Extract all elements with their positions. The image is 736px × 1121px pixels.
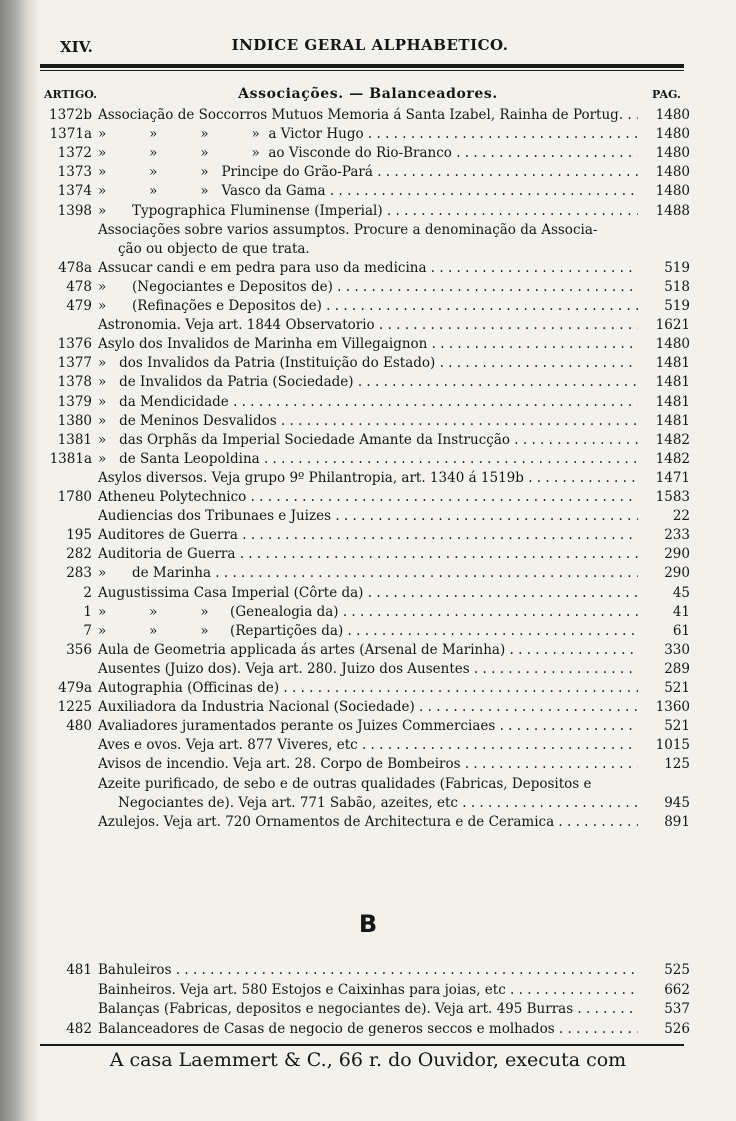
dot-leader <box>277 413 638 429</box>
entry-text-cell <box>98 297 638 316</box>
entry-text-cell <box>98 755 638 774</box>
dot-leader <box>339 604 638 620</box>
entry-text-cell <box>98 961 638 980</box>
article-number: 1373 <box>57 164 92 181</box>
dot-leader <box>573 1001 638 1017</box>
dot-leader <box>363 585 638 601</box>
index-entry <box>0 717 736 736</box>
entry-text: Auditores de Guerra <box>98 527 238 544</box>
page-ref: 1488 <box>655 202 690 219</box>
entry-text-cell <box>98 545 638 564</box>
page-ref: 1480 <box>655 336 690 353</box>
dot-leader <box>331 508 638 524</box>
entry-text: » » » (Repartições da) <box>98 622 344 639</box>
index-entry <box>0 603 736 622</box>
index-entry <box>0 221 736 240</box>
entry-text-cell <box>98 354 638 373</box>
index-entry <box>0 106 736 125</box>
dot-leader <box>505 642 638 658</box>
index-entry <box>0 297 736 316</box>
entry-text-cell <box>98 450 638 469</box>
article-number: 1377 <box>57 355 92 372</box>
entry-text: » dos Invalidos da Patria (Instituição do Estado) <box>98 355 436 372</box>
dot-leader <box>354 374 638 390</box>
index-entry <box>0 144 736 163</box>
index-entry <box>0 584 736 603</box>
article-number: 7 <box>83 622 92 639</box>
page-ref: 537 <box>664 1001 690 1017</box>
letter-heading: B <box>358 910 378 938</box>
entry-text-cell <box>98 221 638 240</box>
entry-text: Balanceadores de Casas de negocio de generos seccos e molhados <box>98 1020 555 1037</box>
page-ref: 662 <box>664 981 690 998</box>
dot-leader <box>415 699 638 715</box>
article-number: 1381a <box>49 450 92 467</box>
article-number: 2 <box>83 584 92 601</box>
page-ref: 1621 <box>655 317 690 334</box>
entry-text-cell <box>98 125 638 144</box>
entry-text-cell <box>98 431 638 450</box>
entry-text: Atheneu Polytechnico <box>98 489 247 505</box>
footer-advert: A casa Laemmert & C., 66 r. do Ouvidor, executa com <box>109 1049 627 1071</box>
entry-text-cell <box>98 660 638 679</box>
article-number: 1380 <box>57 412 92 429</box>
entry-text-cell <box>98 736 638 755</box>
page-ref: 1480 <box>655 164 690 181</box>
entry-text-cell <box>118 240 638 259</box>
entry-text: Auditoria de Guerra <box>98 546 236 563</box>
index-entry <box>0 182 736 201</box>
page-number: XIV. <box>60 38 93 56</box>
article-number: 1780 <box>57 489 92 505</box>
entry-text: » das Orphãs da Imperial Sociedade Amante da Instrucção <box>98 431 511 448</box>
entry-text-cell <box>98 981 638 1000</box>
header-rule-thick <box>40 64 684 68</box>
page-ref: 519 <box>664 259 690 276</box>
dot-leader <box>510 432 638 448</box>
entry-text-cell <box>98 622 638 641</box>
index-entry <box>0 679 736 698</box>
entry-text: Autographia (Officinas de) <box>98 680 280 696</box>
entry-text-cell <box>98 775 638 794</box>
dot-leader <box>435 355 638 371</box>
dot-leader <box>238 527 638 543</box>
index-entry <box>0 736 736 755</box>
index-entry <box>0 240 736 259</box>
entry-text-cell <box>98 1000 638 1019</box>
article-number: 1371a <box>49 126 92 143</box>
entry-text: » (Negociantes e Depositos de) <box>98 278 333 295</box>
entry-text: » de Meninos Desvalidos <box>98 412 277 429</box>
dot-leader <box>555 1021 638 1037</box>
index-entry <box>0 278 736 297</box>
index-entry <box>0 698 736 717</box>
page-ref: 61 <box>672 622 690 639</box>
entry-text-cell <box>98 1020 638 1039</box>
entry-text-cell <box>98 182 638 201</box>
entry-text: Negociantes de). Veja art. 771 Sabão, azeites, etc <box>118 794 458 811</box>
index-entry <box>0 794 736 813</box>
page-ref: 1481 <box>655 412 690 429</box>
page-ref: 521 <box>664 718 690 735</box>
dot-leader <box>427 336 638 352</box>
entry-text: Balanças (Fabricas, depositos e negociantes de). Veja art. 495 Burras <box>98 1001 574 1017</box>
page-ref: 1482 <box>655 431 690 448</box>
column-header-pag: PAG. <box>652 88 681 101</box>
dot-leader <box>623 107 638 123</box>
article-number: 1398 <box>57 202 92 219</box>
index-entry <box>0 373 736 392</box>
page-ref: 519 <box>664 298 690 314</box>
entry-text: Avaliadores juramentados perante os Juizes Commerciaes <box>98 718 496 735</box>
entry-text: Aula de Geometria applicada ás artes (Arsenal de Marinha) <box>98 641 506 658</box>
index-entry <box>0 981 736 1000</box>
dot-leader <box>260 451 638 467</box>
entry-text-cell <box>98 373 638 392</box>
entry-text: » (Refinações e Depositos de) <box>98 298 322 314</box>
page-ref: 1481 <box>655 393 690 410</box>
entry-text-cell <box>98 202 638 221</box>
dot-leader <box>246 489 638 505</box>
page-ref: 521 <box>664 680 690 696</box>
article-number: 283 <box>66 565 92 582</box>
page-ref: 1480 <box>655 107 690 123</box>
index-entry <box>0 813 736 832</box>
entry-text-cell <box>118 794 638 813</box>
index-entry <box>0 335 736 354</box>
page-ref: 891 <box>664 813 690 830</box>
entry-text: » » » (Genealogia da) <box>98 603 339 620</box>
dot-leader <box>322 298 638 314</box>
entry-text-cell <box>98 259 638 278</box>
entry-text: » de Marinha <box>98 565 212 582</box>
dot-leader <box>211 565 638 581</box>
entry-text-cell <box>98 526 638 545</box>
article-number: 1372b <box>49 107 92 123</box>
entry-text: Azulejos. Veja art. 720 Ornamentos de Architectura e de Ceramica <box>98 813 555 830</box>
page-ref: 1481 <box>655 355 690 372</box>
index-entry <box>0 1000 736 1019</box>
article-number: 1 <box>83 603 92 620</box>
article-number: 482 <box>66 1020 92 1037</box>
entry-text-cell <box>98 698 638 717</box>
index-entry <box>0 545 736 564</box>
article-number: 1225 <box>57 699 92 716</box>
entry-text-cell <box>98 679 638 698</box>
dot-leader <box>495 718 638 734</box>
article-number: 282 <box>66 546 92 563</box>
page-ref: 45 <box>672 584 690 601</box>
entry-text-cell <box>98 335 638 354</box>
page-ref: 290 <box>664 546 690 563</box>
page-ref: 125 <box>664 756 690 773</box>
entry-text-cell <box>98 393 638 412</box>
index-entry <box>0 755 736 774</box>
index-entry <box>0 507 736 526</box>
dot-leader <box>524 470 638 486</box>
index-entry <box>0 163 736 182</box>
article-number: 1374 <box>57 183 92 200</box>
dot-leader <box>470 661 638 677</box>
index-entry <box>0 488 736 507</box>
index-entry <box>0 431 736 450</box>
entry-text: Asylos diversos. Veja grupo 9º Philantropia, art. 1340 á 1519b <box>98 469 524 486</box>
page-header <box>50 34 690 60</box>
index-entry <box>0 316 736 335</box>
index-entry <box>0 622 736 641</box>
section-heading: Associações. — Balanceadores. <box>238 86 498 102</box>
article-number: 481 <box>66 962 92 978</box>
entry-text: Bainheiros. Veja art. 580 Estojos e Caixinhas para joias, etc <box>98 981 506 998</box>
footer-rule <box>40 1044 684 1046</box>
page-ref: 1360 <box>655 699 690 716</box>
dot-leader <box>333 279 638 295</box>
entry-text-cell <box>98 488 638 507</box>
index-entry <box>0 1020 736 1039</box>
page-ref: 22 <box>672 508 690 525</box>
page-ref: 945 <box>664 794 690 811</box>
page-title: INDICE GERAL ALPHABETICO. <box>231 36 509 54</box>
dot-leader <box>326 183 638 199</box>
dot-leader <box>554 814 638 830</box>
index-entry <box>0 469 736 488</box>
dot-leader <box>364 126 638 142</box>
entry-text-cell <box>98 584 638 603</box>
entry-text-cell <box>98 507 638 526</box>
page-ref: 1480 <box>655 145 690 162</box>
dot-leader <box>229 394 638 410</box>
entry-text: ção ou objecto de que trata. <box>118 240 310 257</box>
dot-leader <box>383 203 638 219</box>
entry-text-cell <box>98 278 638 297</box>
entry-text-cell <box>98 163 638 182</box>
index-entry <box>0 202 736 221</box>
entry-text: Asylo dos Invalidos de Marinha em Villegaignon <box>98 336 428 353</box>
entry-text: » de Santa Leopoldina <box>98 450 260 467</box>
dot-leader <box>343 623 638 639</box>
page-ref: 525 <box>664 962 690 978</box>
page-ref: 518 <box>664 278 690 295</box>
entry-text: Associações sobre varios assumptos. Procure a denominação da Associa- <box>98 221 598 238</box>
dot-leader <box>373 164 638 180</box>
dot-leader <box>235 546 638 562</box>
index-entry <box>0 412 736 431</box>
article-number: 479a <box>58 680 92 696</box>
page-ref: 233 <box>664 527 690 544</box>
page-ref: 1015 <box>655 737 690 754</box>
dot-leader <box>461 756 638 772</box>
entry-text-cell <box>98 106 638 125</box>
entry-text-cell <box>98 564 638 583</box>
entry-text-cell <box>98 412 638 431</box>
index-entry <box>0 564 736 583</box>
entry-text-cell <box>98 316 638 335</box>
dot-leader <box>358 737 638 753</box>
entry-text: » » » Vasco da Gama <box>98 183 326 200</box>
entry-text: Astronomia. Veja art. 1844 Observatorio <box>98 317 375 334</box>
article-number: 1372 <box>57 145 92 162</box>
page-ref: 41 <box>672 603 690 620</box>
article-number: 195 <box>66 527 92 544</box>
index-entry <box>0 641 736 660</box>
entry-text-cell <box>98 641 638 660</box>
entry-text-cell <box>98 717 638 736</box>
index-entry <box>0 961 736 980</box>
entry-text: » Typographica Fluminense (Imperial) <box>98 202 383 219</box>
entry-text: » » » » a Victor Hugo <box>98 126 364 143</box>
article-number: 1379 <box>57 393 92 410</box>
entry-text: Ausentes (Juizo dos). Veja art. 280. Juizo dos Ausentes <box>98 660 470 677</box>
dot-leader <box>452 145 638 161</box>
index-entry <box>0 354 736 373</box>
entry-text: Auxiliadora da Industria Nacional (Sociedade) <box>98 699 415 716</box>
entry-text: Bahuleiros <box>98 962 172 978</box>
entry-text-cell <box>98 469 638 488</box>
entry-text: Augustissima Casa Imperial (Côrte da) <box>98 584 364 601</box>
page-ref: 1583 <box>655 489 690 505</box>
dot-leader <box>427 260 638 276</box>
page-ref: 290 <box>664 565 690 582</box>
dot-leader <box>506 982 638 998</box>
index-entry <box>0 393 736 412</box>
article-number: 478a <box>58 259 92 276</box>
entry-text: » de Invalidos da Patria (Sociedade) <box>98 374 354 391</box>
entry-text: » da Mendicidade <box>98 393 229 410</box>
entry-text-cell <box>98 813 638 832</box>
article-number: 1381 <box>57 431 92 448</box>
article-number: 480 <box>66 718 92 735</box>
page-ref: 1480 <box>655 126 690 143</box>
article-number: 1378 <box>57 374 92 391</box>
header-rule-thin <box>40 70 684 71</box>
page-ref: 1471 <box>655 469 690 486</box>
entry-text: Avisos de incendio. Veja art. 28. Corpo de Bombeiros <box>98 756 461 773</box>
entry-text: Azeite purificado, de sebo e de outras qualidades (Fabricas, Depositos e <box>98 775 592 792</box>
index-entry <box>0 450 736 469</box>
article-number: 479 <box>66 298 92 314</box>
entry-text: Associação de Soccorros Mutuos Memoria á Santa Izabel, Rainha de Portug. <box>98 107 624 123</box>
article-number: 478 <box>66 278 92 295</box>
article-number: 1376 <box>57 336 92 353</box>
entry-text: » » » Principe do Grão-Pará <box>98 164 373 181</box>
index-entry <box>0 259 736 278</box>
entry-text-cell <box>98 603 638 622</box>
page-ref: 1481 <box>655 374 690 391</box>
page-ref: 1482 <box>655 450 690 467</box>
index-entry <box>0 660 736 679</box>
entry-text: Audiencias dos Tribunaes e Juizes <box>98 508 332 525</box>
index-entry <box>0 125 736 144</box>
dot-leader <box>172 962 639 978</box>
index-entry <box>0 775 736 794</box>
entry-text: » » » » ao Visconde do Rio-Branco <box>98 145 452 162</box>
entry-text: Aves e ovos. Veja art. 877 Viveres, etc <box>98 737 358 754</box>
index-entry <box>0 526 736 545</box>
page-ref: 330 <box>664 641 690 658</box>
entry-text: Assucar candi e em pedra para uso da medicina <box>98 259 427 276</box>
column-header-artigo: ARTIGO. <box>44 88 97 101</box>
dot-leader <box>375 317 638 333</box>
dot-leader <box>458 795 638 811</box>
page-ref: 1480 <box>655 183 690 200</box>
article-number: 356 <box>66 641 92 658</box>
page-ref: 289 <box>664 660 690 677</box>
dot-leader <box>279 680 638 696</box>
entry-text-cell <box>98 144 638 163</box>
page-ref: 526 <box>664 1020 690 1037</box>
